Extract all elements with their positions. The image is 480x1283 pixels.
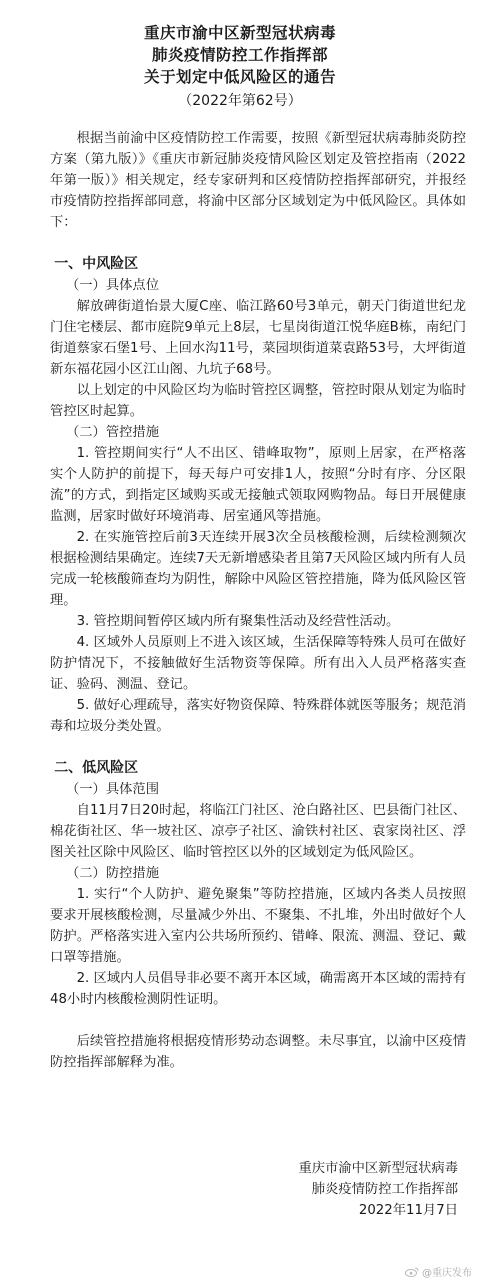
watermark-text: @重庆发布 [422, 1268, 472, 1279]
intro-paragraph: 根据当前渝中区疫情防控工作需要，按照《新型冠状病毒肺炎防控方案（第九版）》《重庆市新冠肺炎疫情风险区划定及管控指南（2022年第一版）》相关规定，经专家研判和区疫情防控指挥部研究，并报经市疫情防控指挥部同意，将渝中区部分区域划定为中低风险区。具体如下： [50, 131, 466, 230]
section-1-sub-2: （二）管控措施 [65, 425, 160, 440]
title-line-2: 肺炎疫情防控工作指挥部 [151, 46, 328, 64]
section-1-sub-1-text: 解放碑街道怡景大厦C座、临江路60号3单元，朝天门街道世纪龙门住宅楼层、都市庭院9单元上8层，七星岗街道江悦华庭B栋，南纪门街道蔡家石堡1号、上回水沟11号，菜园坝街道菜袁路53号，大坪街道新东福花园小区江山阁、九坑子68号。 [50, 299, 466, 377]
signature-date: 2022年11月7日 [358, 1203, 458, 1218]
section-2-sub-2: （二）防控措施 [65, 866, 160, 881]
measure-item: 5. 做好心理疏导，落实好物资保障、特殊群体就医等服务；规范消毒和垃圾分类处置。 [50, 698, 466, 734]
document-number: （2022年第62号） [178, 93, 302, 109]
section-2-heading: 二、低风险区 [54, 760, 139, 776]
weibo-watermark [405, 1264, 472, 1279]
signature-line-1: 重庆市渝中区新型冠状病毒 [298, 1161, 458, 1176]
measure-item: 1. 管控期间实行“人不出区、错峰取物”，原则上居家，在严格落实个人防护的前提下，每天每户可安排1人，按照“分时有序、分区限流”的方式，到指定区域购买或无接触式领取网购物品。每日开展健康监测，居家时做好环境消毒、居室通风等措施。 [50, 446, 466, 524]
spacer [50, 1010, 466, 1031]
notice-body [50, 128, 466, 1073]
signature-line-2: 肺炎疫情防控工作指挥部 [311, 1182, 458, 1197]
section-1-heading: 一、中风险区 [54, 256, 139, 272]
section-1-note: 以上划定的中风险区均为临时管控区调整，管控时限从划定为临时管控区时起算。 [50, 383, 466, 419]
measure-item: 2. 区域内人员倡导非必要不离开本区域，确需离开本区域的需持有48小时内核酸检测阴性证明。 [50, 971, 466, 1007]
spacer [50, 233, 466, 254]
title-block [0, 22, 480, 112]
measure-item: 1. 实行“个人防护、避免聚集”等防控措施，区域内各类人员按照要求开展核酸检测，尽量减少外出、不聚集、不扎堆，外出时做好个人防护。严格落实进入室内公共场所预约、错峰、限流、测温、登记、戴口罩等措施。 [50, 887, 466, 965]
section-2-sub-1-text: 自11月7日20时起，将临江门社区、沧白路社区、巴县衙门社区、棉花街社区、华一坡社区、凉亭子社区、渝铁村社区、袁家岗社区、浮图关社区除中风险区、临时管控区以外的区域划定为低风险区。 [50, 803, 466, 860]
section-1-sub-1: （一）具体点位 [65, 278, 160, 293]
title-line-1: 重庆市渝中区新型冠状病毒 [143, 24, 336, 42]
measure-item: 3. 管控期间暂停区域内所有聚集性活动及经营性活动。 [76, 614, 400, 629]
signature-block [298, 1158, 458, 1221]
closing-paragraph: 后续管控措施将根据疫情形势动态调整。未尽事宜，以渝中区疫情防控指挥部解释为准。 [50, 1034, 466, 1070]
measure-item: 2. 在实施管控后前3天连续开展3次全员核酸检测，后续检测频次根据检测结果确定。连续7天无新增感染者且第7天风险区域内所有人员完成一轮核酸筛查均为阴性，解除中风险区管控措施，降为低风险区管理。 [50, 530, 466, 608]
section-2-sub-1: （一）具体范围 [65, 782, 160, 797]
title-line-3: 关于划定中低风险区的通告 [143, 68, 336, 86]
spacer [50, 737, 466, 758]
measure-item: 4. 区域外人员原则上不进入该区域，生活保障等特殊人员可在做好防护情况下，不接触做好生活物资等保障。所有出入人员严格落实查证、验码、测温、登记。 [50, 635, 466, 692]
weibo-icon [405, 1267, 419, 1277]
